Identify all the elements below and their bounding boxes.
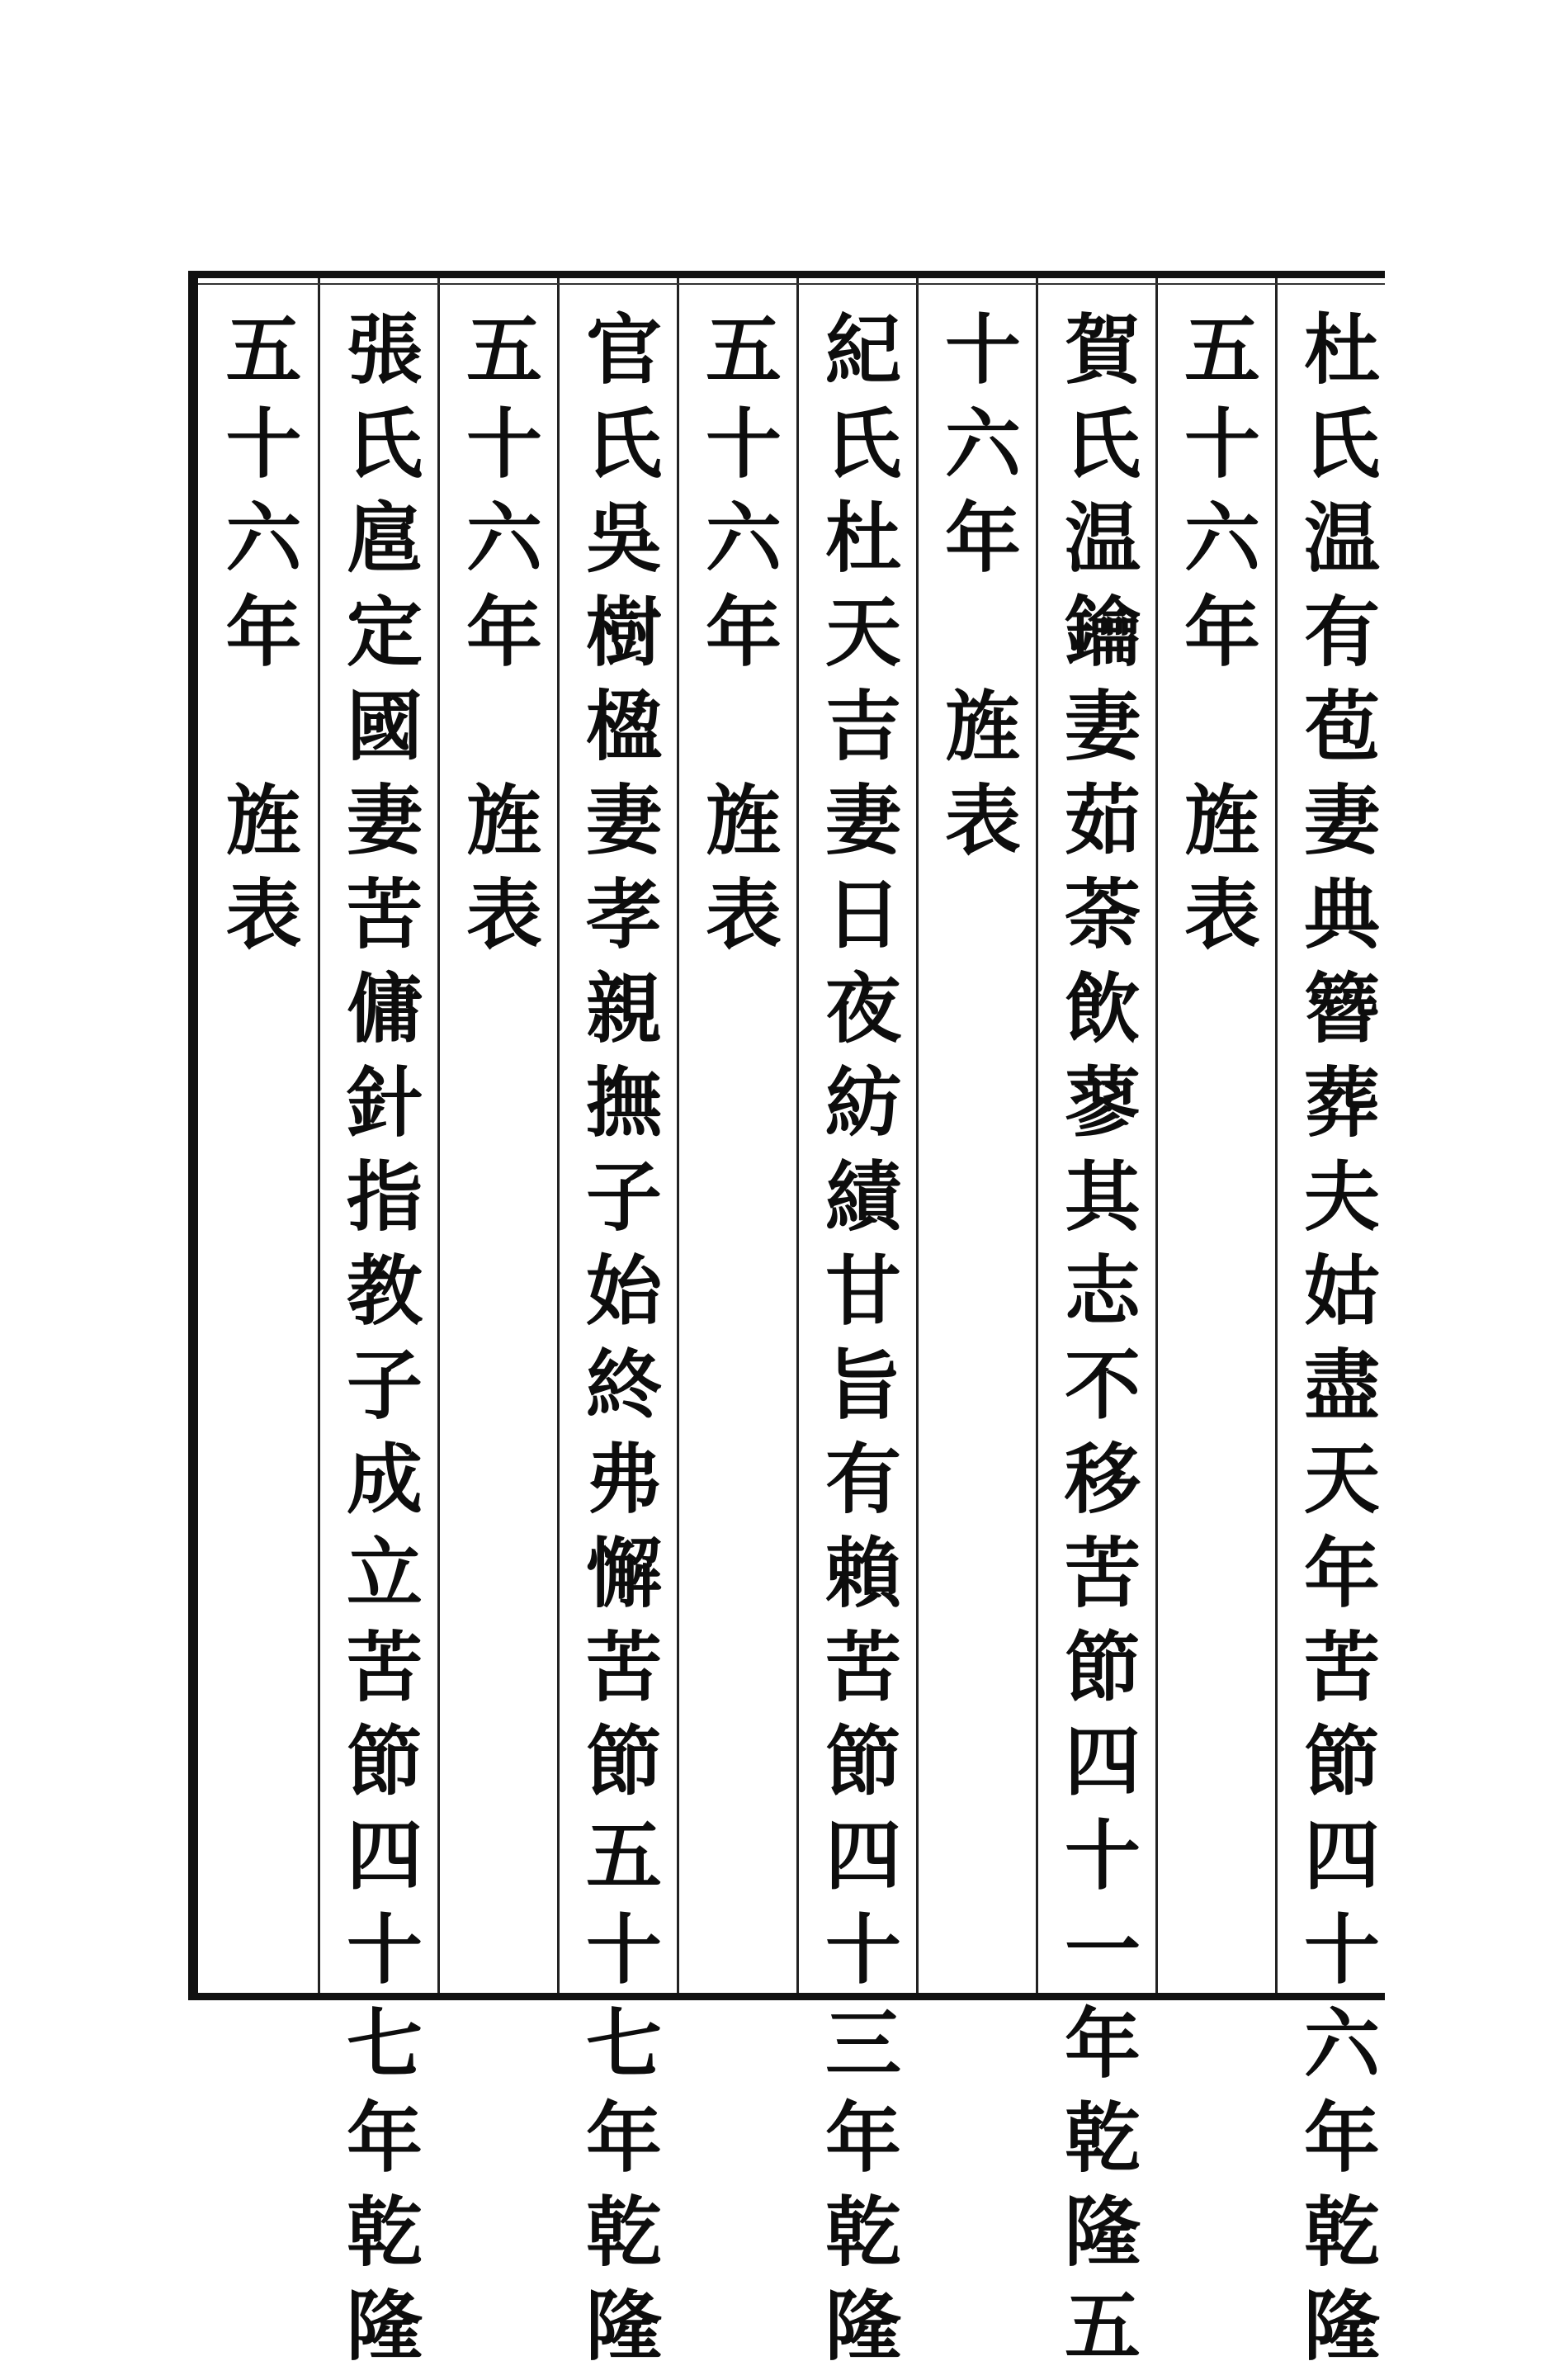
column-5 xyxy=(677,278,796,1993)
column-text: 張氏扈定國妻苦傭針指教子成立苦節四十七年乾隆 xyxy=(334,310,423,2380)
column-text: 杜氏温有苞妻典簪葬夫姑盡天年苦節四十六年乾隆 xyxy=(1292,310,1381,2380)
column-text: 五十六年 旌表 xyxy=(1172,310,1261,968)
column-text: 五十六年 旌表 xyxy=(213,310,303,968)
column-text: 官氏吳樹楹妻孝親撫子始終弗懈苦節五十七年乾隆 xyxy=(574,310,663,2380)
column-10 xyxy=(1275,278,1395,2380)
column-4 xyxy=(557,278,677,2380)
text-columns xyxy=(198,278,1385,2380)
column-text: 賀氏温鑰妻茹荼飲蓼其志不移苦節四十一年乾隆五 xyxy=(1052,310,1141,2380)
column-text: 紀氏杜天吉妻日夜紡績甘旨有賴苦節四十三年乾隆 xyxy=(813,310,902,2380)
column-9 xyxy=(1155,278,1275,1993)
page-border-frame xyxy=(188,271,1385,2380)
column-text: 五十六年 旌表 xyxy=(693,310,782,968)
column-7 xyxy=(916,278,1036,1993)
column-8 xyxy=(1036,278,1155,2380)
column-text: 十六年 旌表 xyxy=(933,310,1022,874)
column-text: 五十六年 旌表 xyxy=(454,310,543,968)
column-6 xyxy=(796,278,916,2380)
column-1 xyxy=(198,278,318,1993)
column-3 xyxy=(437,278,557,1993)
column-2 xyxy=(318,278,437,2380)
